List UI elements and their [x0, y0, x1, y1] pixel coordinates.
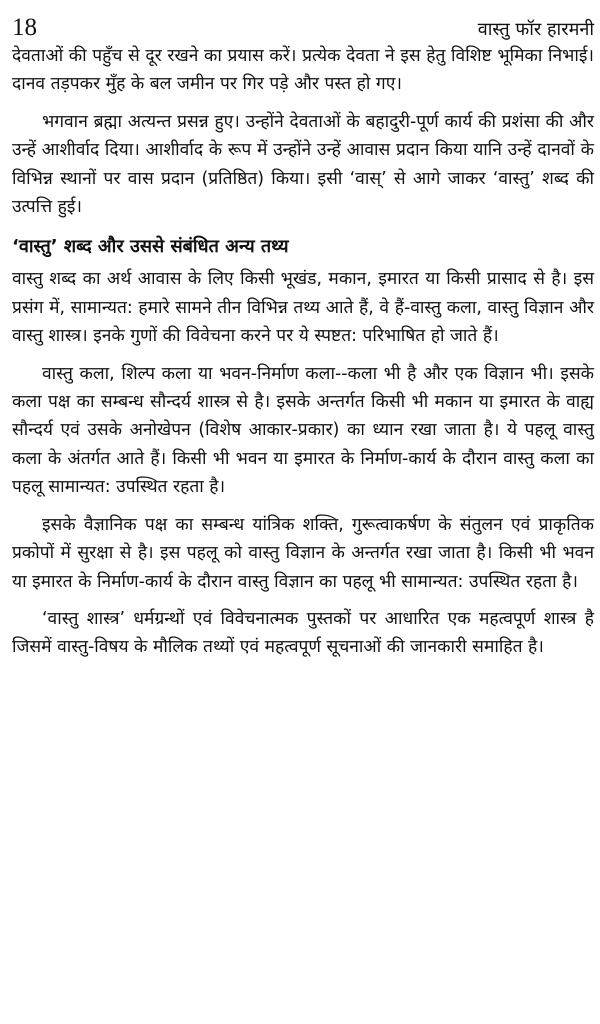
- page-number: 18: [12, 14, 37, 41]
- section-heading: ‘वास्तु’ शब्द और उससे संबंधित अन्य तथ्य: [12, 236, 289, 258]
- paragraph-1: देवताओं की पहुँच से दूर रखने का प्रयास करें। प्रत्येक देवता ने इस हेतु विशिष्ट भूमिका निभाई। दानव तड़पकर मुँह के बल जमीन पर गिर पड़े और पस्त हो गए।: [12, 46, 594, 95]
- paragraph-4: वास्तु कला, शिल्प कला या भवन-निर्माण कला--कला भी है और एक विज्ञान भी। इसके कला पक्ष का सम्बन्ध सौन्दर्य शास्त्र से है। इसके अन्तर्गत किसी भी मकान या इमारत के वाह्य सौन्दर्य एवं उसके अनोखेपन (विशेष आकार-प्रकार) का ध्यान रखा जाता है। ये पहलू वास्तु कला के अंतर्गत आते हैं। किसी भी भवन या इमारत के निर्माण-कार्य के दौरान वास्तु कला का पहलू सामान्यत: उपस्थित रहता है।: [12, 363, 594, 498]
- paragraph-2: भगवान ब्रह्मा अत्यन्त प्रसन्न हुए। उन्होंने देवताओं के बहादुरी-पूर्ण कार्य की प्रशंसा की और उन्हें आशीर्वाद दिया। आशीर्वाद के रूप में उन्होंने उन्हें आवास प्रदान किया यानि उन्हें दानवों के विभिन्न स्थानों पर वास प्रदान (प्रतिष्ठित) किया। इसी ‘वास्’ से आगे जाकर ‘वास्तु’ शब्द की उत्पत्ति हुई।: [12, 111, 594, 218]
- running-title: वास्तु फॉर हारमनी: [477, 19, 594, 40]
- paragraph-6: ‘वास्तु शास्त्र’ धर्मग्रन्थों एवं विवेचनात्मक पुस्तकों पर आधारित एक महत्वपूर्ण शास्त्र है जिसमें वास्तु-विषय के मौलिक तथ्यों एवं महत्वपूर्ण सूचनाओं की जानकारी समाहित है।: [12, 608, 594, 658]
- page-body: [12, 42, 594, 662]
- paragraph-5: इसके वैज्ञानिक पक्ष का सम्बन्ध यांत्रिक शक्ति, गुरूत्वाकर्षण के संतुलन एवं प्राकृतिक प्रकोपों में सुरक्षा से है। इस पहलू को वास्तु विज्ञान के अन्तर्गत रखा जाता है। किसी भी भवन या इमारत के निर्माण-कार्य के दौरान वास्तु विज्ञान का पहलू भी सामान्यत: उपस्थित रहता है।: [12, 514, 594, 592]
- paragraph-3: वास्तु शब्द का अर्थ आवास के लिए किसी भूखंड, मकान, इमारत या किसी प्रासाद से है। इस प्रसंग में, सामान्यत: हमारे सामने तीन विभिन्न तथ्य आते हैं, वे हैं-वास्तु कला, वास्तु विज्ञान और वास्तु शास्त्र। इनके गुणों की विवेचना करने पर ये स्पष्टत: परिभाषित हो जाते हैं।: [12, 269, 594, 347]
- page-header: [12, 8, 594, 42]
